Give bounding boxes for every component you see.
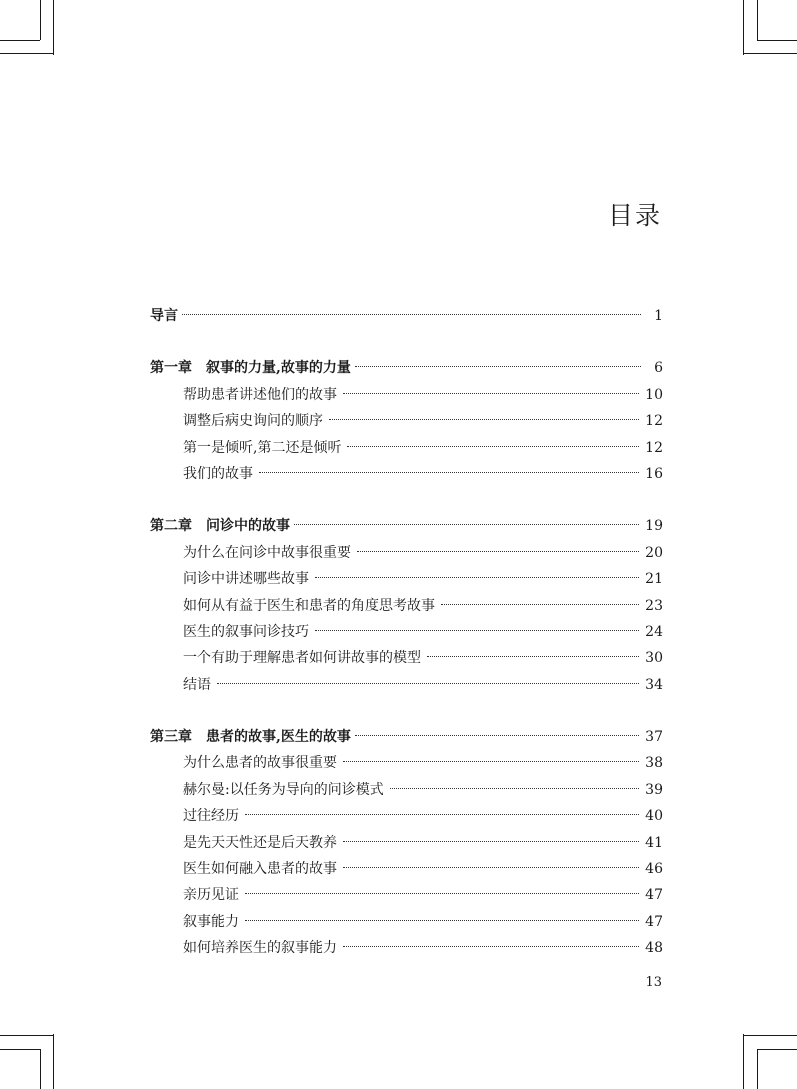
toc-chapter-entry[interactable] [150,724,663,750]
dot-leader [245,920,639,921]
dot-leader [315,630,639,631]
toc-entry-title [150,355,351,381]
toc-section-entry[interactable] [150,382,663,408]
toc-entry-title [183,461,253,487]
page-number: 13 [645,975,662,990]
toc-entry-title [150,303,178,329]
toc-section-entry[interactable] [150,645,663,671]
dot-leader [343,867,639,868]
toc-entry-title [183,750,337,776]
dot-leader [245,814,639,815]
dot-leader [329,419,639,420]
toc-entry-title [183,672,211,698]
toc-entry-title [183,408,323,434]
toc-section-entry[interactable] [150,803,663,829]
toc-entry-title [183,856,337,882]
toc-page-number: 20 [645,544,663,561]
toc-entry-label: 问诊中的故事 [206,518,290,535]
toc-page-number: 1 [654,308,663,324]
dot-leader [355,735,639,736]
toc-page-number: 37 [645,729,663,746]
toc-section-entry[interactable] [150,750,663,776]
toc-entry-label: 结语 [183,676,211,693]
toc-page-number: 38 [645,755,663,772]
dot-leader [217,683,639,684]
toc-section-entry[interactable] [150,435,663,461]
toc-entry-title [183,830,337,856]
dot-leader [427,656,639,657]
toc-page-number: 46 [645,861,663,878]
toc-page-number: 24 [645,623,663,640]
toc-section-entry[interactable] [150,882,663,908]
dot-leader [343,946,639,947]
toc-entry-label: 医生如何融入患者的故事 [183,861,337,878]
toc-gap [150,698,663,724]
toc-entry-label: 患者的故事,医生的故事 [206,729,351,746]
dot-leader [343,761,639,762]
toc-entry-label: 一个有助于理解患者如何讲故事的模型 [183,650,421,667]
toc-page-number: 10 [645,386,663,403]
dot-leader [294,524,639,525]
toc-section-entry[interactable] [150,909,663,935]
toc-entry-label: 叙事能力 [183,913,239,930]
toc-entry-title [150,513,290,539]
toc-entry-label: 问诊中讲述哪些故事 [183,571,309,588]
toc-entry-label: 第一是倾听,第二还是倾听 [183,439,342,456]
toc-entry-label: 我们的故事 [183,465,253,482]
toc-gap [150,329,663,355]
toc-entry-label: 为什么在问诊中故事很重要 [183,544,351,561]
dot-leader [315,577,639,578]
toc-page-number: 16 [645,465,663,482]
toc-page-number: 48 [645,940,663,957]
toc-section-entry[interactable] [150,935,663,961]
toc-entry-label: 赫尔曼:以任务为导向的问诊模式 [183,781,384,798]
dot-leader [357,551,639,552]
toc-section-entry[interactable] [150,856,663,882]
page-title: 目录 [607,201,662,230]
toc-chapter-entry[interactable] [150,303,663,329]
table-of-contents [150,303,663,962]
toc-entry-title [183,435,341,461]
chapter-number: 第二章 [150,518,192,535]
dot-leader [182,314,641,315]
toc-page-number: 47 [645,913,663,930]
dot-leader [347,446,639,447]
toc-page-number: 34 [645,676,663,693]
dot-leader [355,366,641,367]
toc-page-number: 21 [645,571,663,588]
toc-section-entry[interactable] [150,619,663,645]
toc-entry-title [183,882,239,908]
toc-entry-title [183,566,309,592]
dot-leader [441,604,639,605]
toc-entry-label: 为什么患者的故事很重要 [183,755,337,772]
toc-page-number: 19 [645,518,663,535]
toc-section-entry[interactable] [150,566,663,592]
toc-entry-title [183,645,421,671]
toc-page-number: 30 [645,650,663,667]
toc-section-entry[interactable] [150,830,663,856]
toc-chapter-entry[interactable] [150,355,663,381]
toc-entry-label: 亲历见证 [183,887,239,904]
dot-leader [343,393,639,394]
toc-page-number: 12 [645,439,663,456]
toc-section-entry[interactable] [150,408,663,434]
chapter-number: 第三章 [150,729,192,746]
toc-entry-title [183,803,239,829]
toc-page-number: 40 [645,808,663,825]
toc-page-number: 23 [645,597,663,614]
toc-section-entry[interactable] [150,540,663,566]
toc-entry-title [183,540,351,566]
dot-leader [259,472,639,473]
toc-page-number: 12 [645,413,663,430]
dot-leader [245,893,639,894]
toc-page-number: 41 [645,834,663,851]
toc-entry-title [183,619,309,645]
toc-chapter-entry[interactable] [150,513,663,539]
toc-section-entry[interactable] [150,777,663,803]
dot-leader [390,788,639,789]
toc-entry-label: 过往经历 [183,808,239,825]
toc-page-number: 39 [645,781,663,798]
toc-section-entry[interactable] [150,672,663,698]
toc-entry-label: 是先天天性还是后天教养 [183,834,337,851]
dot-leader [343,841,639,842]
toc-entry-label: 导言 [150,308,178,324]
toc-gap [150,487,663,513]
toc-entry-label: 如何培养医生的叙事能力 [183,940,337,957]
chapter-number: 第一章 [150,360,192,377]
toc-entry-title [183,593,435,619]
toc-section-entry[interactable] [150,461,663,487]
toc-entry-title [183,909,239,935]
toc-entry-label: 如何从有益于医生和患者的角度思考故事 [183,597,435,614]
toc-entry-label: 调整后病史询问的顺序 [183,413,323,430]
toc-entry-title [150,724,351,750]
toc-page-number: 6 [654,360,663,377]
toc-entry-label: 叙事的力量,故事的力量 [206,360,351,377]
toc-page-number: 47 [645,887,663,904]
toc-entry-title [183,777,384,803]
toc-entry-label: 医生的叙事问诊技巧 [183,623,309,640]
toc-entry-title [183,382,337,408]
toc-entry-label: 帮助患者讲述他们的故事 [183,386,337,403]
toc-section-entry[interactable] [150,593,663,619]
toc-entry-title [183,935,337,961]
